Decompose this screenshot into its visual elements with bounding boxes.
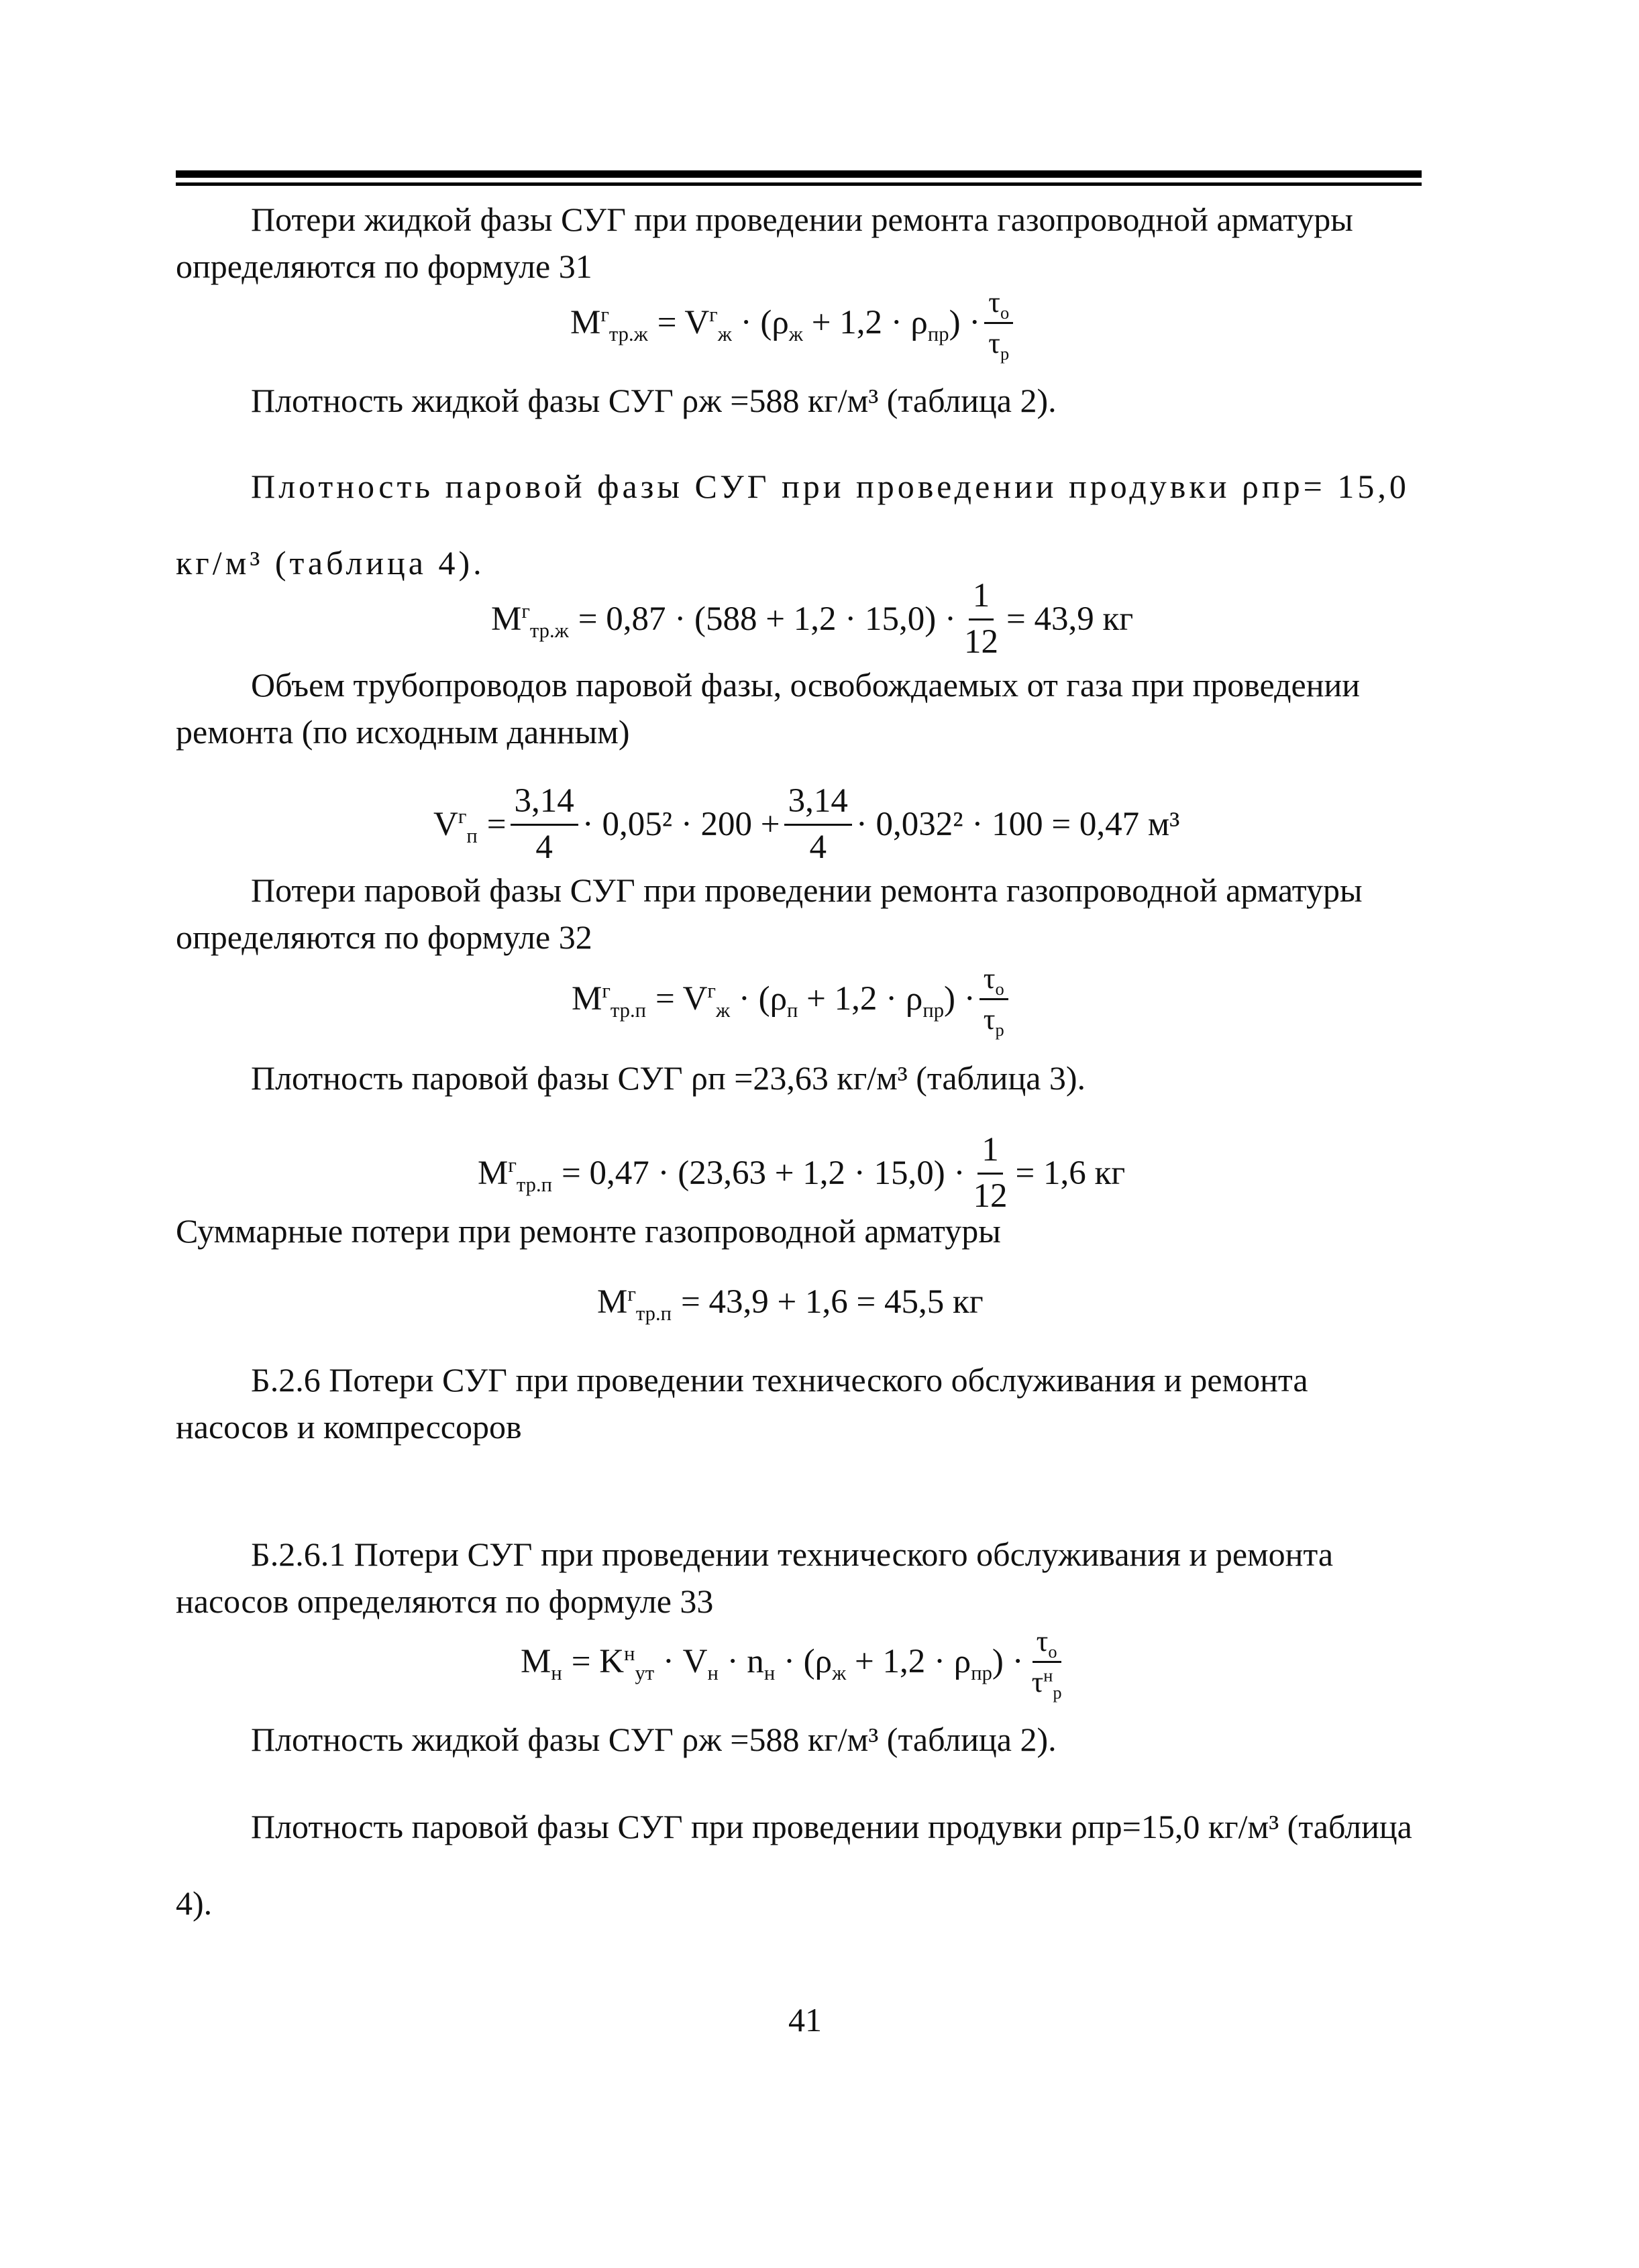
formula-33 [521, 1625, 1070, 1703]
formula-lhs: $M^г_{тр.п}$ [597, 1283, 672, 1326]
formula-lhs: $M_н$ [521, 1643, 562, 1685]
formula-fraction: $\frac{\tau_о}{\tau_р}$ [984, 287, 1013, 359]
formula-32 [572, 962, 1012, 1040]
formula-lhs: $M^г_{тр.ж}$ [491, 599, 569, 642]
paragraph-vapor-density: Плотность паровой фазы СУГ ρп =23,63 кг/м³ (таблица 3). [251, 1059, 1086, 1097]
formula-body: = 43,9 + 1,6 = 45,5 кг [680, 1283, 984, 1321]
formula-liquid-calc [491, 578, 1133, 660]
formula-rhs: = $K^н_{ут} \cdot V_н \cdot n_н \cdot (\rho_ж + 1,2 \cdot \rho_{пр})$ · [571, 1642, 1024, 1685]
formula-fraction: $\frac{1}{12}$ [973, 1131, 1008, 1215]
paragraph-liquid-density: Плотность жидкой фазы СУГ ρж =588 кг/м³ (таблица 2). [251, 382, 1057, 419]
paragraph-liquid-density-2: Плотность жидкой фазы СУГ ρж =588 кг/м³ (таблица 2). [251, 1721, 1057, 1758]
formula-fraction: $\frac{1}{12}$ [963, 577, 998, 661]
formula-fraction: $\frac{3,14}{4}$ [511, 784, 578, 865]
formula-fraction: $\frac{3,14}{4}$ [784, 784, 852, 865]
paragraph-purge-density: Плотность паровой фазы СУГ при проведении продувки ρпр= 15,0 кг/м³ (таблица 4). [176, 468, 1410, 582]
formula-result: · 0,032² · 100 = 0,47 м³ [855, 805, 1180, 843]
formula-lhs: $M^г_{тр.ж}$ [570, 303, 648, 346]
formula-lhs: $M^г_{тр.п}$ [478, 1153, 552, 1196]
formula-lhs: $V^г_п$ [433, 804, 478, 847]
formula-total [597, 1283, 984, 1326]
paragraph-purge-density-2: Плотность паровой фазы СУГ при проведении продувки ρпр=15,0 кг/м³ (таблица 4). [176, 1808, 1412, 1922]
formula-vapor-calc [478, 1132, 1125, 1214]
paragraph-pump-losses-intro: Б.2.6.1 Потери СУГ при проведении технического обслуживания и ремонта насосов определяются по формуле 33 [176, 1535, 1334, 1620]
formula-result: = 43,9 кг [1006, 600, 1134, 638]
paragraph-liquid-losses-intro: Потери жидкой фазы СУГ при проведении ремонта газопроводной арматуры определяются по формуле 31 [176, 201, 1353, 285]
formula-body: · 0,05² · 200 + [582, 805, 780, 843]
formula-fraction: $\frac{\tau_о}{\tau^н_р}$ [1031, 1625, 1062, 1703]
formula-equals: = [486, 805, 507, 843]
formula-fraction: $\frac{\tau_о}{\tau_р}$ [980, 963, 1008, 1035]
formula-rhs: = $V^г_ж \cdot (\rho_ж + 1,2 \cdot \rho_{пр})$ · [657, 303, 981, 346]
formula-volume [433, 784, 1179, 865]
formula-lhs: $M^г_{тр.п}$ [572, 979, 646, 1022]
formula-rhs: = $V^г_ж \cdot (\rho_п + 1,2 \cdot \rho_{пр})$ · [655, 979, 975, 1022]
paragraph-pipeline-volume: Объем трубопроводов паровой фазы, освобождаемых от газа при проведении ремонта (по исходным данным) [176, 666, 1360, 751]
formula-body: = 0,87 · (588 + 1,2 · 15,0) · [578, 600, 956, 638]
paragraph-vapor-losses-intro: Потери паровой фазы СУГ при проведении ремонта газопроводной арматуры определяются по формуле 32 [176, 871, 1363, 956]
paragraph-total-losses: Суммарные потери при ремонте газопроводной арматуры [176, 1212, 1001, 1250]
header-rule-thin [176, 182, 1422, 186]
formula-result: = 1,6 кг [1015, 1154, 1126, 1192]
formula-body: = 0,47 · (23,63 + 1,2 · 15,0) · [561, 1154, 965, 1192]
formula-31 [570, 286, 1017, 364]
page-number: 41 [788, 2001, 822, 2039]
header-rule-thick [176, 170, 1422, 178]
section-heading-b-2-6: Б.2.6 Потери СУГ при проведении технического обслуживания и ремонта насосов и компрессоров [176, 1361, 1308, 1446]
